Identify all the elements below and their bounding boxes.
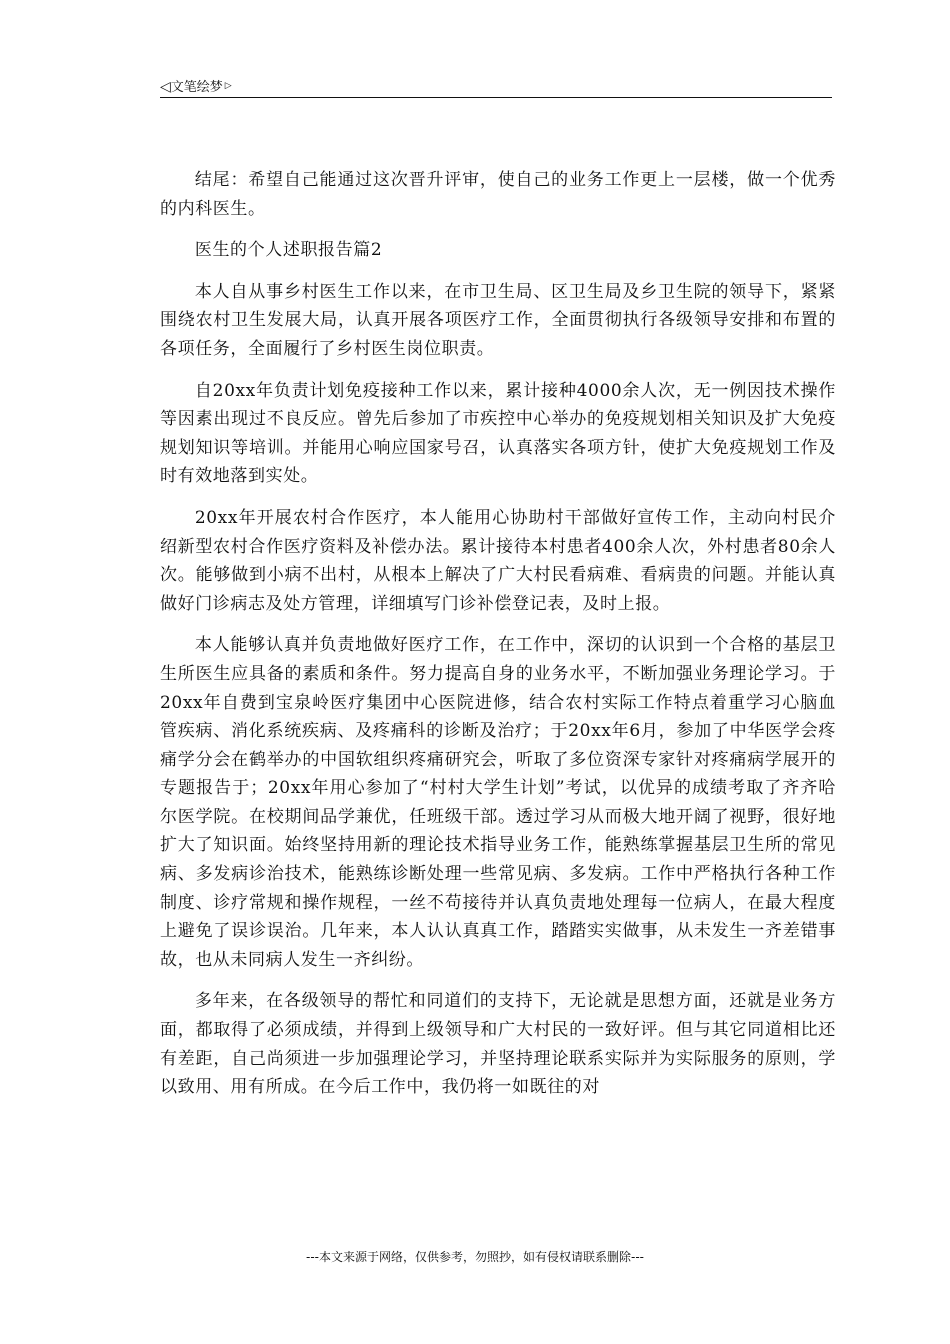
paragraph-summary: 多年来，在各级领导的帮忙和同道们的支持下，无论就是思想方面，还就是业务方面，都取得了必须成绩，并得到上级领导和广大村民的一致好评。但与其它同道相比还有差距，自己尚须进一步加强理论学习，并坚持理论联系实际并为实际服务的原则，学以致用、用有所成。在今后工作中，我仍将一如既往的对 [160, 991, 836, 1098]
header-title: 文笔绘梦 [170, 80, 223, 95]
section-heading: 医生的个人述职报告篇2 [194, 240, 383, 261]
paragraph-immunization: 自20xx年负责计划免疫接种工作以来，累计接种4000余人次，无一例因技术操作等因素出现过不良反应。曾先后参加了市疾控中心举办的免疫规划相关知识及扩大免疫规划知识等培训。并能用心响应国家号召，认真落实各项方针，使扩大免疫规划工作及时有效地落到实处。 [160, 380, 836, 487]
right-triangle-icon: ▷ [224, 81, 232, 91]
header-divider [160, 97, 832, 98]
page-footer: ---本文来源于网络，仅供参考，勿照抄，如有侵权请联系删除--- [306, 1250, 644, 1264]
paragraph-conclusion: 结尾：希望自己能通过这次晋升评审，使自己的业务工作更上一层楼，做一个优秀的内科医生。 [160, 170, 836, 219]
page-header [160, 76, 832, 98]
document-body [160, 166, 836, 1115]
paragraph-cooperative-medical: 20xx年开展农村合作医疗，本人能用心协助村干部做好宣传工作，主动向村民介绍新型农村合作医疗资料及补偿办法。累计接待本村患者400余人次，外村患者80余人次。能够做到小病不出村，从根本上解决了广大村民看病难、看病贵的问题。并能认真做好门诊病志及处方管理，详细填写门诊补偿登记表，及时上报。 [160, 507, 836, 614]
left-triangle-icon: ◁ [160, 79, 171, 95]
paragraph-medical-work: 本人能够认真并负责地做好医疗工作，在工作中，深切的认识到一个合格的基层卫生所医生应具备的素质和条件。努力提高自身的业务水平，不断加强业务理论学习。于20xx年自费到宝泉岭医疗集团中心医院进修，结合农村实际工作特点着重学习心脑血管疾病、消化系统疾病、及疼痛科的诊断及治疗；于20xx年6月，参加了中华医学会疼痛学分会在鹤举办的中国软组织疼痛研究会，听取了多位资深专家针对疼痛病学展开的专题报告于；20xx年用心参加了“村村大学生计划”考试，以优异的成绩考取了齐齐哈尔医学院。在校期间品学兼优，任班级干部。透过学习从而极大地开阔了视野，很好地扩大了知识面。始终坚持用新的理论技术指导业务工作，能熟练掌握基层卫生所的常见病、多发病诊治技术，能熟练诊断处理一些常见病、多发病。工作中严格执行各种工作制度、诊疗常规和操作规程，一丝不苟接待并认真负责地处理每一位病人，在最大程度上避免了误诊误治。几年来，本人认认真真工作，踏踏实实做事，从未发生一齐差错事故，也从未同病人发生一齐纠纷。 [160, 635, 836, 970]
paragraph-intro: 本人自从事乡村医生工作以来，在市卫生局、区卫生局及乡卫生院的领导下，紧紧围绕农村卫生发展大局，认真开展各项医疗工作，全面贯彻执行各级领导安排和布置的各项任务，全面履行了乡村医生岗位职责。 [160, 281, 836, 359]
